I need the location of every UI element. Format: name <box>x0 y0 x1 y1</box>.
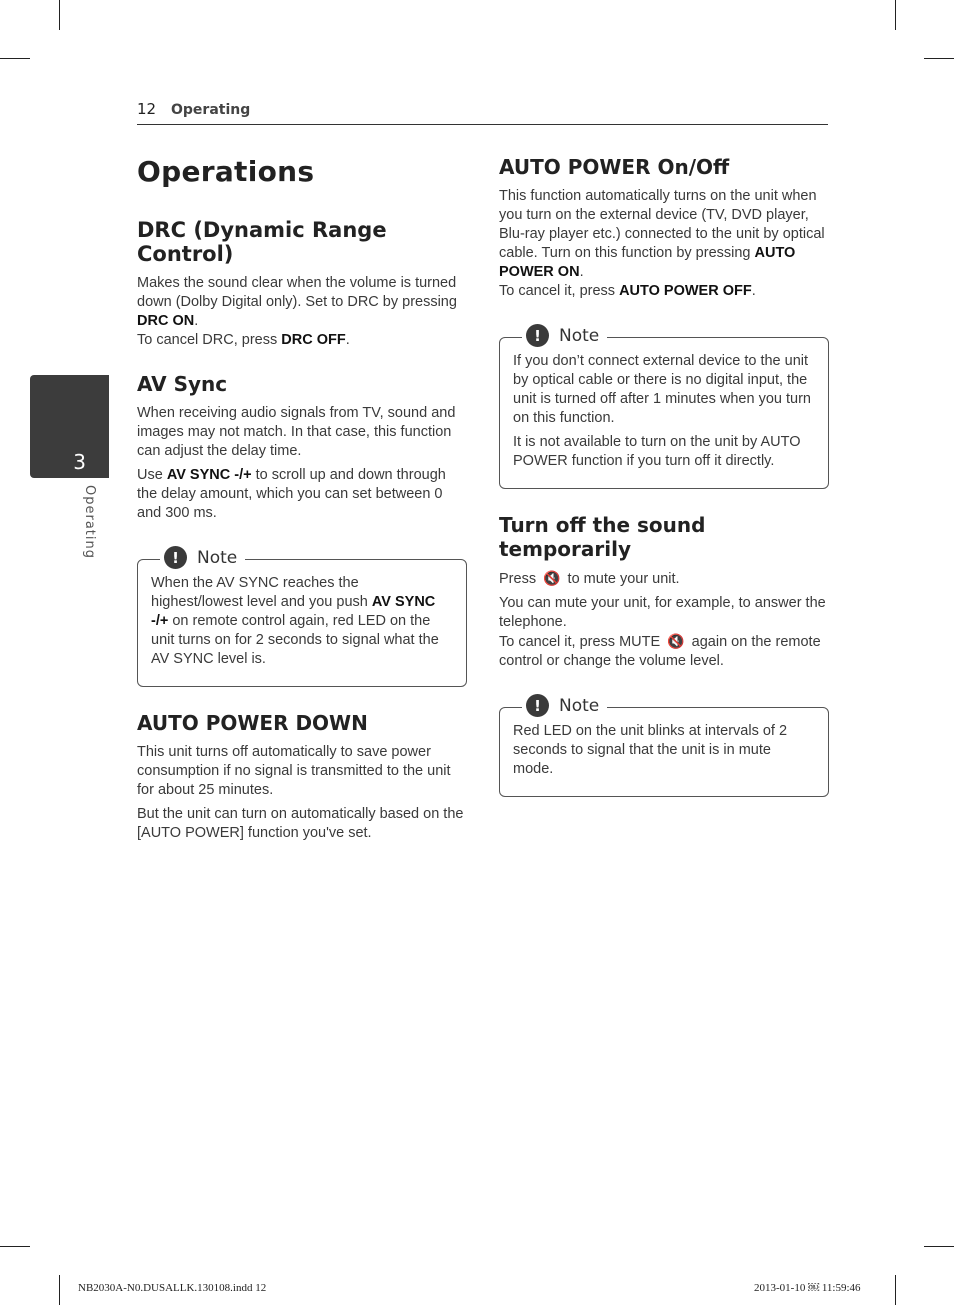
mute-section <box>499 513 829 797</box>
exclamation-icon: ! <box>526 324 549 347</box>
drc-heading: DRC (Dynamic Range Control) <box>137 218 387 266</box>
note-header <box>160 546 245 569</box>
note-header <box>522 694 607 717</box>
footer-timestamp: 2013-01-10 ￼ 11:59:46 <box>754 1282 861 1294</box>
auto-power-section <box>499 155 829 489</box>
page-number: 12 <box>137 100 157 118</box>
mute-text-1: Press 🔇 to mute your unit. <box>499 570 680 587</box>
chapter-number: 3 <box>73 450 86 474</box>
note-header <box>522 324 607 347</box>
auto-power-down-heading: AUTO POWER DOWN <box>137 711 368 735</box>
note-text: When the AV SYNC reaches the highest/lowest level and you push AV SYNC -/+ on remote control again, red LED on the unit turns on for 2 seconds to signal what the AV SYNC level is. <box>151 575 439 667</box>
mute-heading: Turn off the sound temporarily <box>499 513 706 561</box>
note-text: Red LED on the unit blinks at intervals of 2 seconds to signal that the unit is in mute mode. <box>513 723 788 777</box>
chapter-tab <box>30 375 109 478</box>
av-sync-heading: AV Sync <box>137 372 228 396</box>
note-label: Note <box>559 695 600 716</box>
auto-power-note <box>499 325 829 489</box>
section-name: Operating <box>171 102 251 118</box>
mute-icon: 🔇 <box>543 570 561 586</box>
page-header <box>137 100 828 125</box>
crop-mark <box>895 0 896 30</box>
av-sync-text-2: Use AV SYNC -/+ to scroll up and down through the delay amount, which you can set between 0 and 300 ms. <box>137 467 446 521</box>
av-sync-text-1: When receiving audio signals from TV, sound and images may not match. In that case, this function can adjust the delay time. <box>137 405 456 459</box>
crop-mark <box>895 1275 896 1305</box>
auto-power-heading: AUTO POWER On/Off <box>499 155 730 179</box>
crop-mark <box>0 58 30 59</box>
note-label: Note <box>197 547 238 568</box>
av-sync-note <box>137 547 467 687</box>
auto-power-down-section <box>137 711 467 843</box>
note-text-1: If you don’t connect external device to the unit by optical cable or there is no digital input, the unit is turned off after 1 minutes when you turn on this function. <box>513 353 811 426</box>
note-label: Note <box>559 325 600 346</box>
mute-text-2: You can mute your unit, for example, to answer the telephone. To cancel it, press MUTE 🔇 again on the remote control or change the volume level. <box>499 595 826 669</box>
crop-mark <box>0 1246 30 1247</box>
exclamation-icon: ! <box>164 546 187 569</box>
chapter-label-vertical <box>81 485 99 565</box>
crop-mark <box>59 1275 60 1305</box>
auto-power-down-text-1: This unit turns off automatically to save power consumption if no signal is transmitted to the unit for about 25 minutes. <box>137 744 451 798</box>
note-text-2: It is not available to turn on the unit by AUTO POWER function if you turn off it directly. <box>513 434 801 469</box>
drc-section <box>137 218 467 350</box>
crop-mark <box>59 0 60 30</box>
auto-power-text: This function automatically turns on the unit when you turn on the external device (TV, DVD player, Blu-ray player etc.) connected to the unit by optical cable. Turn on this function by pressing AUTO POWER ON. To cancel it, press AUTO POWER OFF. <box>499 188 825 299</box>
crop-mark <box>924 58 954 59</box>
exclamation-icon: ! <box>526 694 549 717</box>
mute-icon: 🔇 <box>667 633 685 649</box>
chapter-label: Operating <box>82 485 97 559</box>
crop-mark <box>924 1246 954 1247</box>
page-title: Operations <box>137 155 315 188</box>
mute-note <box>499 695 829 797</box>
av-sync-section <box>137 372 467 687</box>
footer-file-info: NB2030A-N0.DUSALLK.130108.indd 12 <box>78 1282 267 1294</box>
right-column <box>499 155 829 821</box>
left-column <box>137 155 467 865</box>
drc-text: Makes the sound clear when the volume is turned down (Dolby Digital only). Set to DRC by pressing DRC ON. To cancel DRC, press DRC OFF. <box>137 275 457 348</box>
auto-power-down-text-2: But the unit can turn on automatically based on the [AUTO POWER] function you've set. <box>137 806 464 841</box>
